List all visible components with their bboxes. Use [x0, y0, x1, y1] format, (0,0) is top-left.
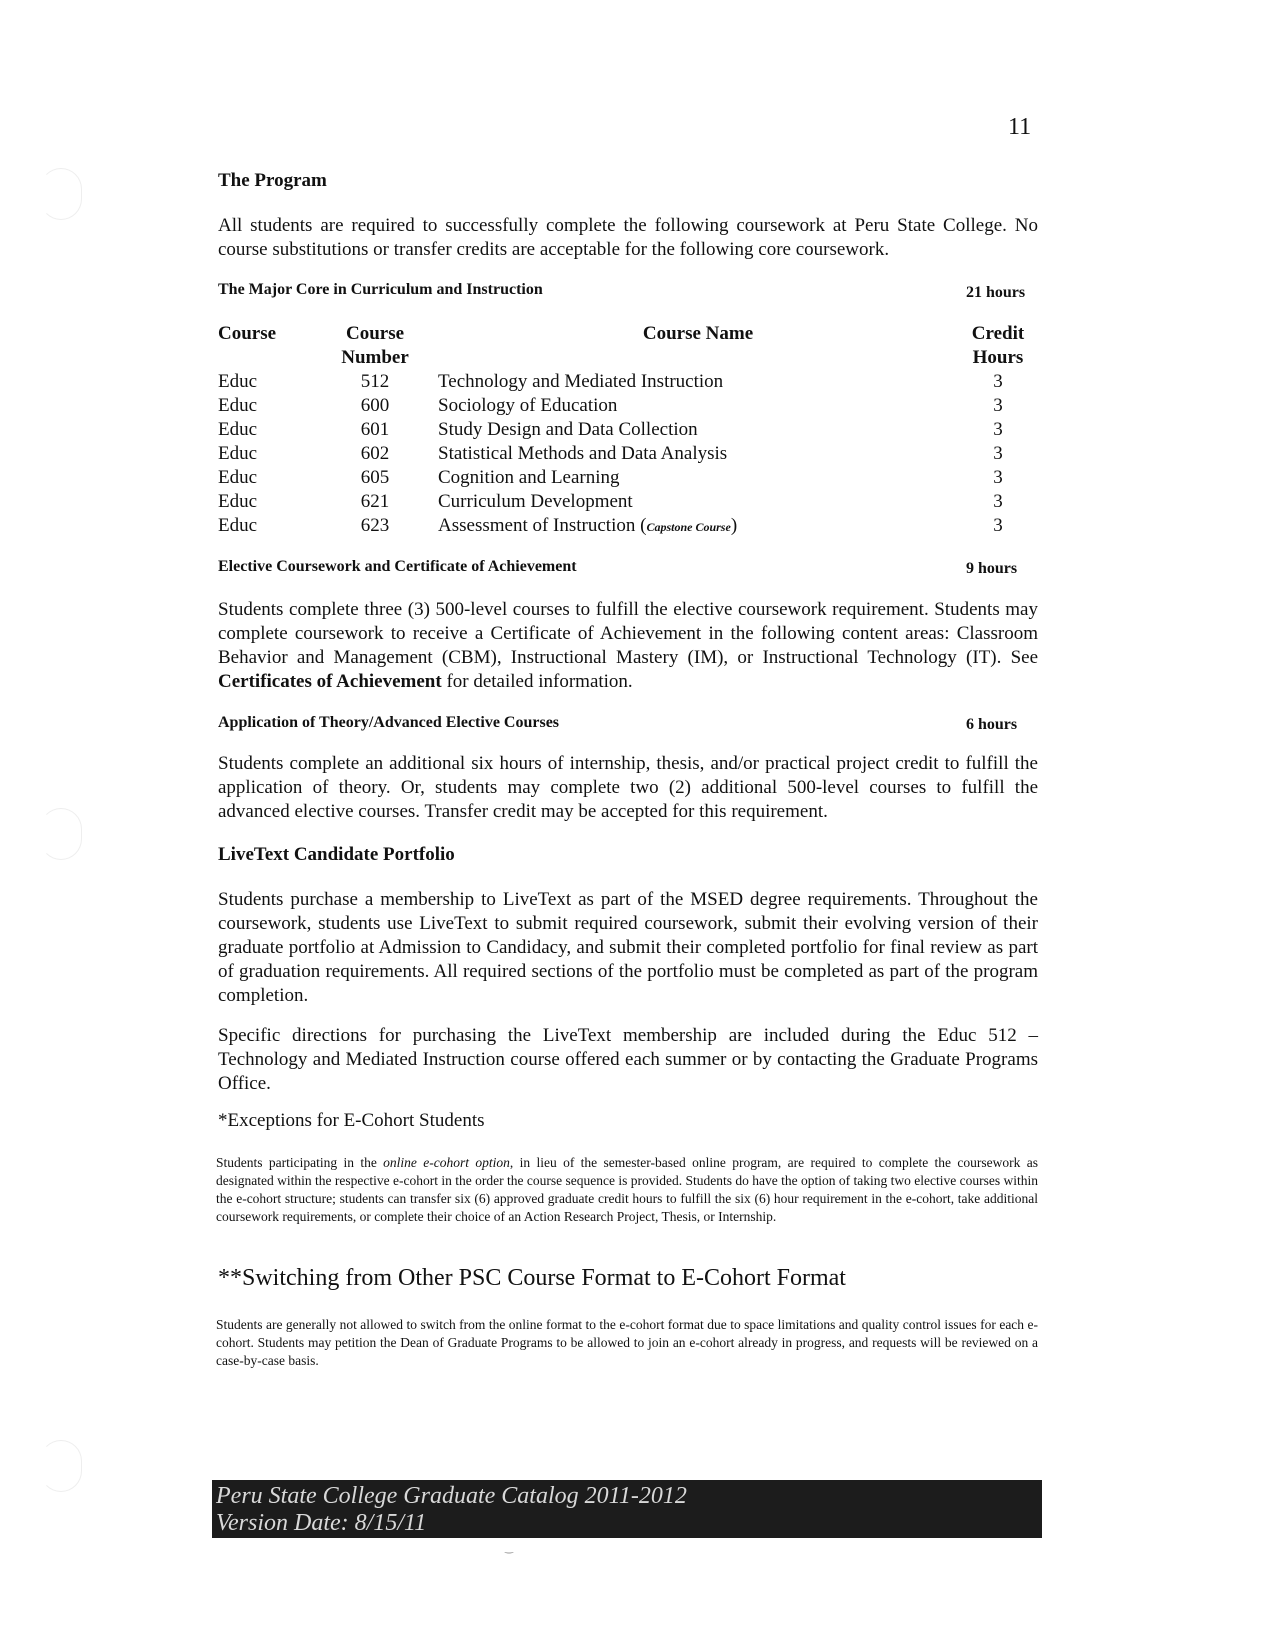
footer-catalog-title: Peru State College Graduate Catalog 2011-2012 — [216, 1483, 687, 1509]
course-credit: 3 — [993, 467, 1003, 488]
livetext-para-1: Students purchase a membership to LiveText as part of the MSED degree requirements. Throughout the coursework, students use LiveText to submit required coursework, submit their evolving version of their graduate portfolio at Admission to Candidacy, and submit their completed portfolio for final review as part of graduation requirements. All required sections of the portfolio must be completed as part of the program completion. — [218, 889, 1038, 1006]
course-number: 512 — [360, 371, 390, 392]
course-credit: 3 — [993, 491, 1003, 512]
capstone-note: Capstone Course — [646, 520, 731, 534]
table-row — [218, 442, 1038, 466]
course-number: 601 — [360, 419, 390, 440]
course-number: 602 — [360, 443, 390, 464]
header-course-number-line2: Number — [341, 347, 409, 368]
course-credit: 3 — [993, 371, 1003, 392]
major-core-title: The Major Core in Curriculum and Instruction — [218, 281, 543, 298]
header-course-name: Course Name — [642, 323, 754, 344]
header-course-number — [318, 322, 432, 370]
application-title: Application of Theory/Advanced Elective Courses — [218, 714, 560, 731]
table-row — [218, 418, 1038, 442]
course-name-text: Assessment of Instruction ( — [438, 515, 647, 536]
elective-text-start: Students complete three (3) 500-level courses to fulfill the elective coursework requirement. Students may complete coursework to receive a Certificate of Achievement in the following content areas: Classroom Behavior and Management (CBM), Instructional Mastery (IM), or Instructional Technology (IT). See — [218, 599, 1038, 668]
course-dept: Educ — [218, 371, 258, 392]
course-credit: 3 — [993, 419, 1003, 440]
catalog-footer — [212, 1480, 1042, 1538]
elective-text — [218, 598, 1038, 694]
ecohort-option-emphasis: online e-cohort option — [383, 1155, 510, 1170]
course-dept: Educ — [218, 395, 258, 416]
application-hours: 6 hours — [966, 716, 1018, 733]
elective-text-end: for detailed information. — [441, 671, 633, 692]
course-dept: Educ — [218, 491, 258, 512]
table-header-row — [218, 322, 1038, 370]
exceptions-text-end: , in lieu of the semester-based online program, are required to complete the coursework as designated within the respective e-cohort in the order the course sequence is provided. Students do have the option of taking two elective courses within the e-cohort structure; students can transfer six (6) approved graduate credit hours to fulfill the six (6) hour requirement in the e-cohort, take additional coursework requirements, or complete their choice of an Action Research Project, Thesis, or Internship. — [216, 1155, 1038, 1224]
table-row — [218, 514, 1038, 539]
application-text: Students complete an additional six hours of internship, thesis, and/or practical project credit to fulfill the application of theory. Or, students may complete two (2) additional 500-level courses to fulfill the advanced elective courses. Transfer credit may be accepted for this requirement. — [218, 753, 1038, 822]
course-dept: Educ — [218, 515, 258, 536]
course-number: 605 — [360, 467, 390, 488]
course-number: 623 — [360, 515, 390, 536]
table-row — [218, 370, 1038, 394]
course-name: Cognition and Learning — [438, 467, 620, 488]
punch-hole-bottom — [40, 1440, 82, 1492]
program-heading: The Program — [218, 170, 327, 191]
core-course-table — [218, 322, 1038, 539]
header-course: Course — [218, 323, 277, 344]
course-number: 600 — [360, 395, 390, 416]
course-name: Technology and Mediated Instruction — [438, 371, 724, 392]
certificates-reference: Certificates of Achievement — [218, 671, 442, 692]
course-name: Assessment of Instruction (Capstone Course) — [438, 515, 738, 536]
elective-title: Elective Coursework and Certificate of Achievement — [218, 558, 577, 575]
course-dept: Educ — [218, 443, 258, 464]
livetext-heading: LiveText Candidate Portfolio — [218, 844, 455, 865]
course-name: Statistical Methods and Data Analysis — [438, 443, 728, 464]
table-row — [218, 490, 1038, 514]
livetext-para-2: Specific directions for purchasing the LiveText membership are included during the Educ 512 – Technology and Mediated Instruction course offered each summer or by contacting the Graduate Programs Office. — [218, 1025, 1038, 1094]
switching-text: Students are generally not allowed to switch from the online format to the e-cohort format due to space limitations and quality control issues for each e-cohort. Students may petition the Dean of Graduate Programs to be allowed to join an e-cohort already in progress, and requests will be reviewed on a case-by-case basis. — [216, 1317, 1038, 1368]
course-credit: 3 — [993, 515, 1003, 536]
program-intro: All students are required to successfully complete the following coursework at Peru State College. No course substitutions or transfer credits are acceptable for the following core coursework. — [218, 215, 1038, 260]
course-credit: 3 — [993, 395, 1003, 416]
exceptions-text — [216, 1154, 1038, 1226]
table-row — [218, 466, 1038, 490]
switching-heading: **Switching from Other PSC Course Format to E-Cohort Format — [218, 1265, 846, 1291]
elective-hours: 9 hours — [966, 560, 1018, 577]
header-credit-line2: Hours — [972, 347, 1024, 368]
footer-version-date: Version Date: 8/15/11 — [216, 1510, 427, 1536]
page-number: 11 — [1008, 114, 1032, 140]
course-number: 621 — [360, 491, 390, 512]
course-name: Sociology of Education — [438, 395, 618, 416]
header-credit-hours — [958, 322, 1038, 370]
header-credit-line1: Credit — [971, 323, 1025, 344]
major-core-hours: 21 hours — [966, 284, 1026, 301]
course-dept: Educ — [218, 419, 258, 440]
course-name: Curriculum Development — [438, 491, 633, 512]
punch-hole-middle — [40, 808, 82, 860]
course-credit: 3 — [993, 443, 1003, 464]
table-row — [218, 394, 1038, 418]
punch-hole-top — [40, 168, 82, 220]
scan-mark: ‿ — [505, 1543, 514, 1554]
course-name: Study Design and Data Collection — [438, 419, 698, 440]
exceptions-heading: *Exceptions for E-Cohort Students — [218, 1110, 485, 1131]
exceptions-text-start: Students participating in the — [216, 1155, 384, 1170]
course-dept: Educ — [218, 467, 258, 488]
header-course-number-line1: Course — [345, 323, 405, 344]
